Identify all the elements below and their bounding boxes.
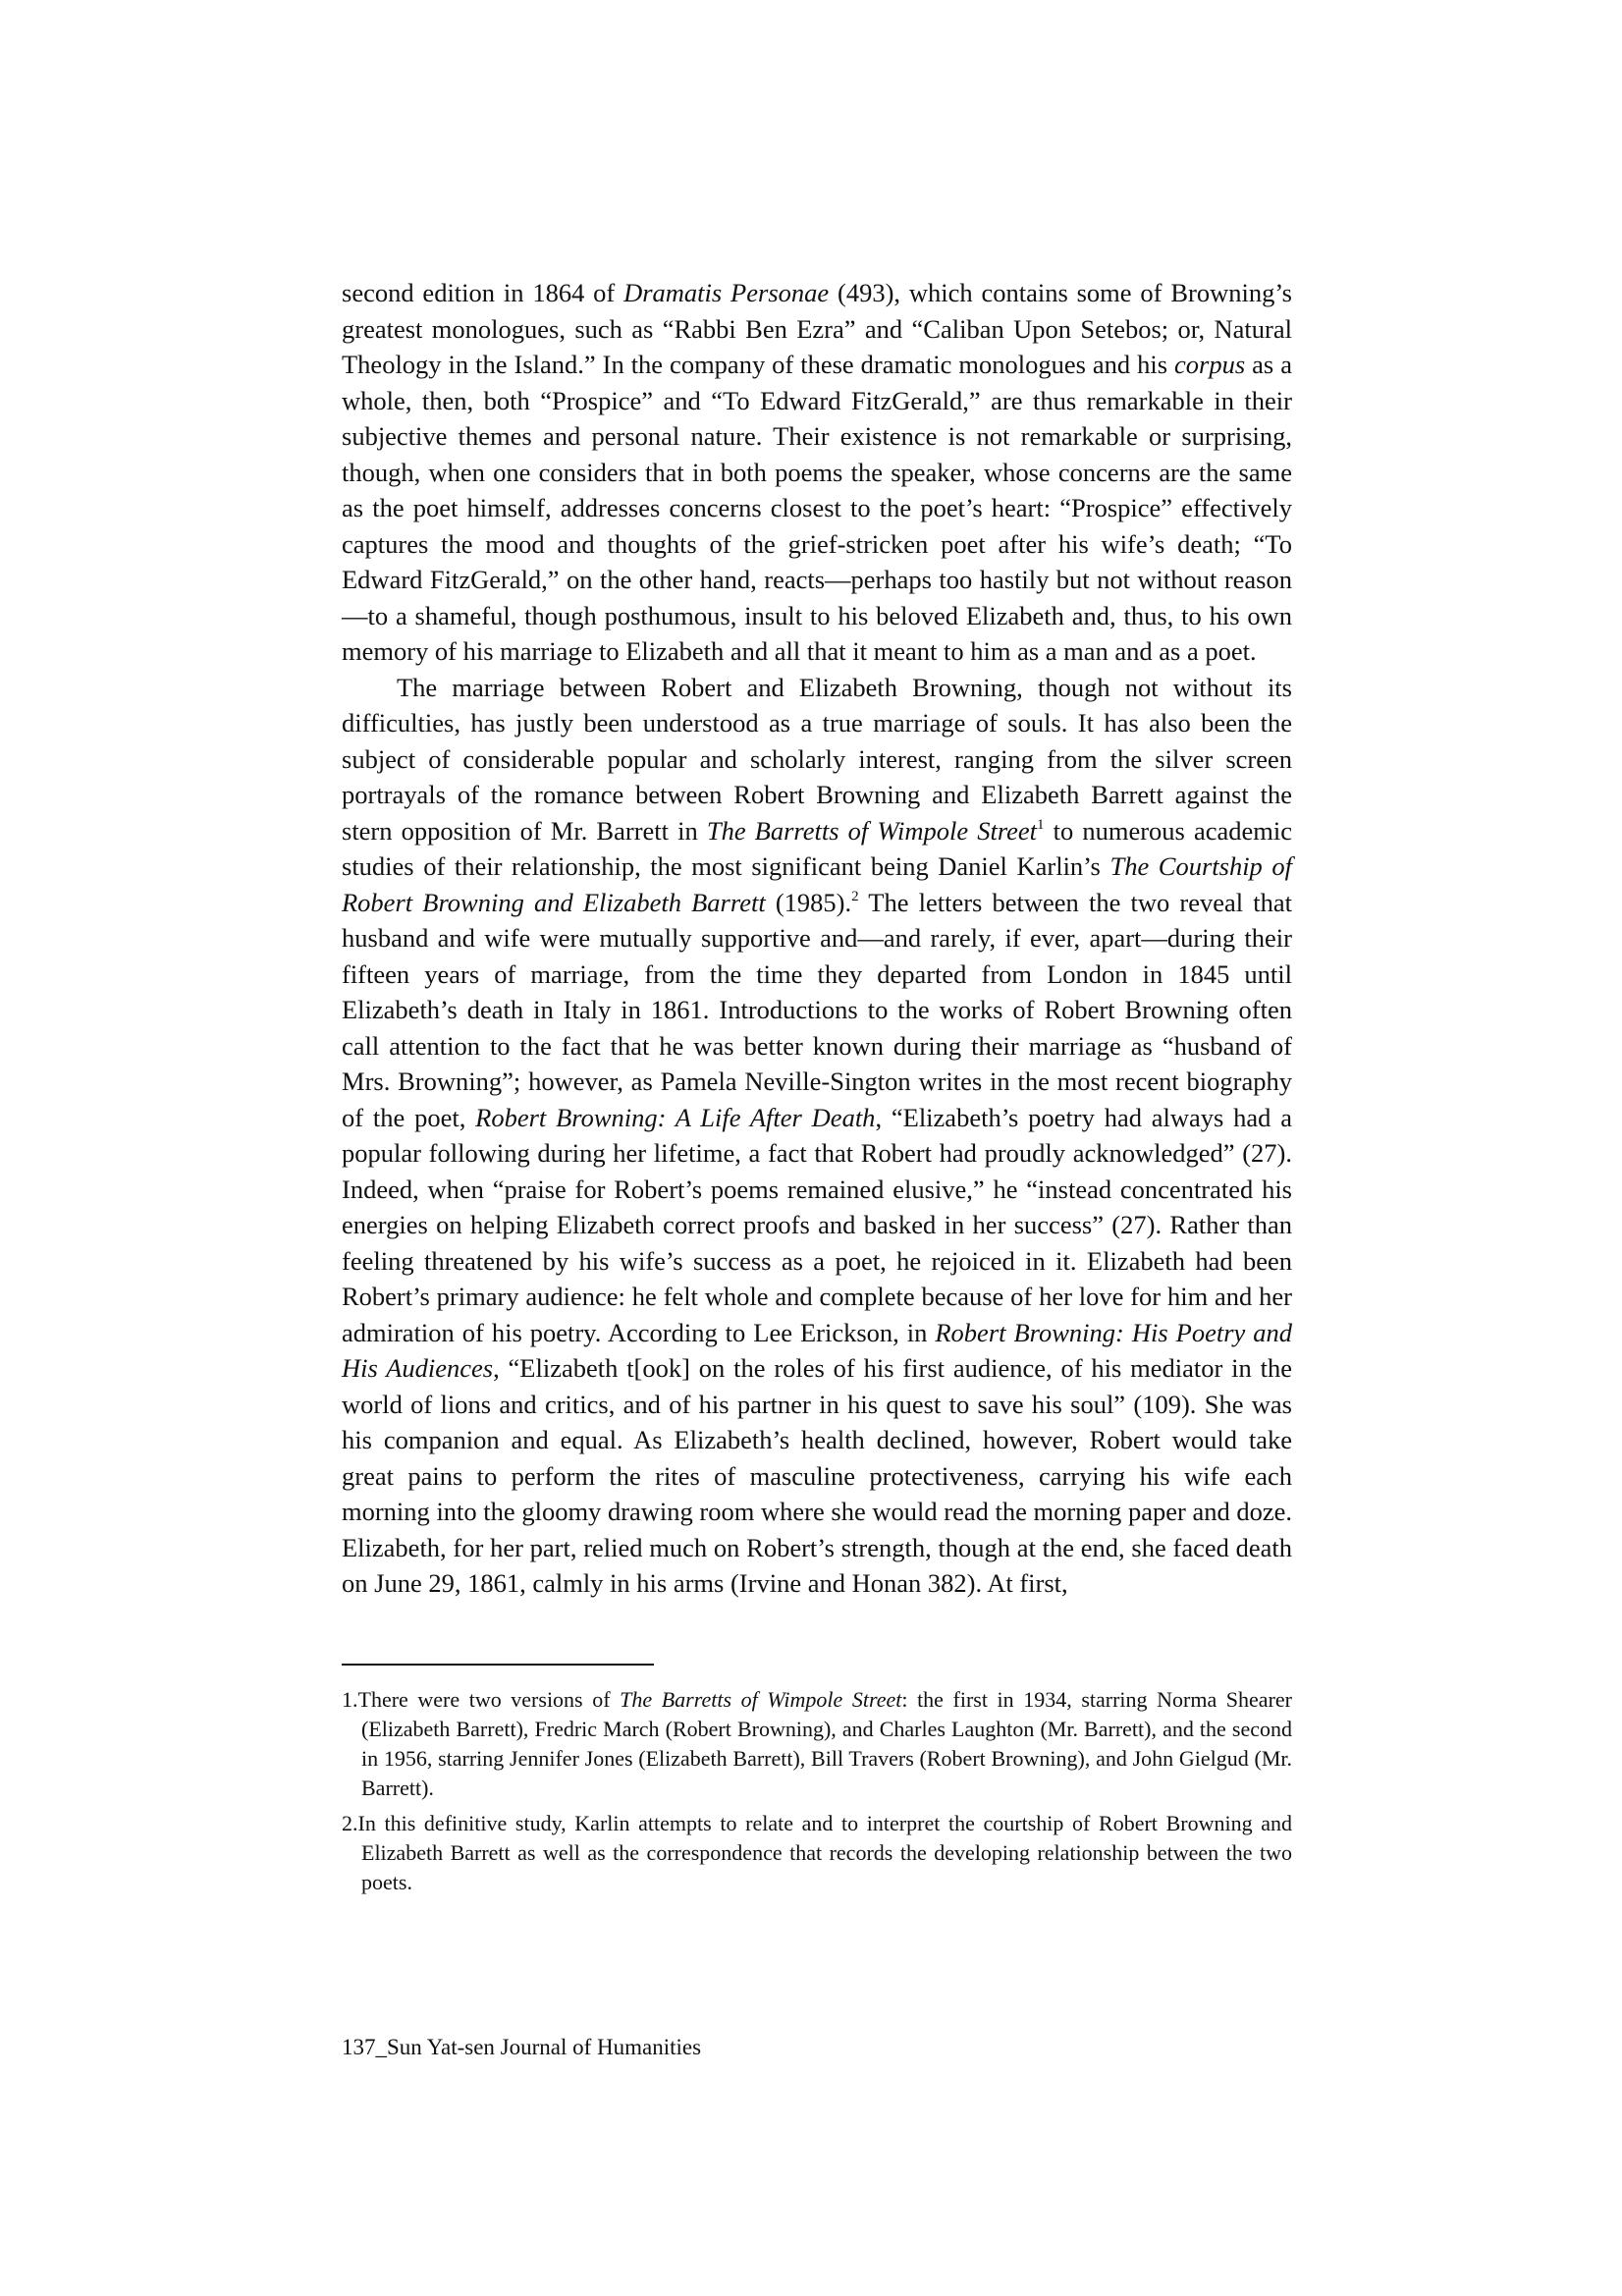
italic-title: Robert Browning: A Life After Death [475, 1102, 876, 1132]
footnote-marker: 2 [851, 888, 859, 904]
footnote-divider [342, 1664, 654, 1666]
italic-title: The Barretts of Wimpole Street [620, 1687, 902, 1712]
italic-title: The Courtship of Robert Browning and Elizabeth Barrett [342, 851, 1293, 917]
italic-title: corpus [1174, 350, 1246, 379]
footnote-marker: 1 [1037, 816, 1045, 833]
italic-title: The Barretts of Wimpole Street [706, 815, 1038, 846]
italic-title: Dramatis Personae [623, 278, 830, 307]
body-text [342, 275, 1292, 1602]
italic-title: Robert Browning: His Poetry and His Audiences [342, 1317, 1292, 1383]
footnote-2: 2.In this definitive study, Karlin attempts to relate and to interpret the courtship of Robert Browning and Elizabeth Barrett as well as the correspondence that records the developing relationship between the two poets. [342, 1811, 1292, 1894]
running-footer: 137_Sun Yat-sen Journal of Humanities [342, 2035, 702, 2059]
paragraph-marriage: The marriage between Robert and Elizabeth Browning, though not without its difficulties, has justly been understood as a true marriage of souls. It has also been the subject of considerable popular and scholarly interest, ranging from the silver screen portrayals of the romance between Robert Browning and Elizabeth Barrett against the stern opposition of Mr. Barrett in The Barretts of Wimpole Street$^1$ to numerous academic studies of their relationship, the most significant being Daniel Karlin’s The Courtship of Robert Browning and Elizabeth Barrett (1985).$^2$ The letters between the two reveal that husband and wife were mutually supportive and—and rarely, if ever, apart—during their fifteen years of marriage, from the time they departed from London in 1845 until Elizabeth’s death in Italy in 1861. Introductions to the works of Robert Browning often call attention to the fact that he was better known during their marriage as “husband of Mrs. Browning”; however, as Pamela Neville-Sington writes in the most recent biography of the poet, Robert Browning: A Life After Death, “Elizabeth’s poetry had always had a popular following during her lifetime, a fact that Robert had proudly acknowledged” (27). Indeed, when “praise for Robert’s poems remained elusive,” he “instead concentrated his energies on helping Elizabeth correct proofs and basked in her success” (27). Rather than feeling threatened by his wife’s success as a poet, he rejoiced in it. Elizabeth had been Robert’s primary audience: he felt whole and complete because of her love for him and her admiration of his poetry. According to Lee Erickson, in Robert Browning: His Poetry and His Audiences, “Elizabeth t[ook] on the roles of his first audience, of his mediator in the world of lions and critics, and of his partner in his quest to save his soul” (109). She was his companion and equal. As Elizabeth’s health declined, however, Robert would take great pains to perform the rites of masculine protectiveness, carrying his wife each morning into the gloomy drawing room where she would read the morning paper and doze. Elizabeth, for her part, relied much on Robert’s strength, though at the end, she faced death on June 29, 1861, calmly in his arms (Irvine and Honan 382). At first, [342, 672, 1293, 1598]
footnotes [342, 1685, 1292, 1903]
paragraph-continued: second edition in 1864 of Dramatis Personae (493), which contains some of Browning’s greatest monologues, such as “Rabbi Ben Ezra” and “Caliban Upon Setebos; or, Natural Theology in the Island.” In the company of these dramatic monologues and his corpus as a whole, then, both “Prospice” and “To Edward FitzGerald,” are thus remarkable in their subjective themes and personal nature. Their existence is not remarkable or surprising, though, when one considers that in both poems the speaker, whose concerns are the same as the poet himself, addresses concerns closest to the poet’s heart: “Prospice” effectively captures the mood and thoughts of the grief-stricken poet after his wife’s death; “To Edward FitzGerald,” on the other hand, reacts—perhaps too hastily but not without reason—to a shameful, though posthumous, insult to his beloved Elizabeth and, thus, to his own memory of his marriage to Elizabeth and all that it meant to him as a man and as a poet. [342, 278, 1292, 666]
footnote-1: 1.There were two versions of The Barretts of Wimpole Street: the first in 1934, starring Norma Shearer (Elizabeth Barrett), Fredric March (Robert Browning), and Charles Laughton (Mr. Barrett), and the second in 1956, starring Jennifer Jones (Elizabeth Barrett), Bill Travers (Robert Browning), and John Gielgud (Mr. Barrett). [342, 1687, 1292, 1800]
